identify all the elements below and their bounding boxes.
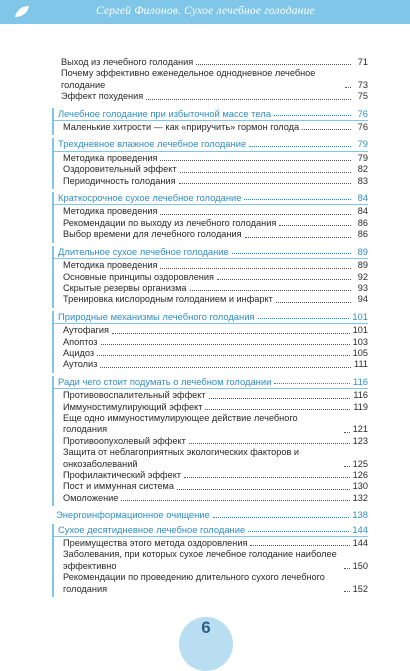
toc-page-number: 111 [354, 359, 368, 370]
dot-leader [344, 568, 350, 569]
dot-leader [244, 199, 351, 200]
section-entries [54, 389, 368, 506]
toc-page-number: 73 [357, 79, 368, 90]
section-heading-title: Краткосрочное сухое лечебное голодание [58, 192, 242, 204]
dot-leader [245, 237, 351, 238]
toc-page-number: 103 [352, 336, 368, 347]
toc-entry [63, 572, 368, 595]
dot-leader [112, 333, 350, 334]
section-heading-title: Трехдневное влажное лечебное голодание [58, 138, 247, 150]
dot-leader [179, 183, 351, 184]
toc-page-number: 82 [357, 164, 368, 175]
dot-leader [190, 290, 351, 291]
toc-entry [63, 153, 368, 164]
dot-leader [232, 253, 351, 254]
toc-entry-title: Ацидоз [63, 347, 95, 358]
toc-entry [63, 402, 368, 413]
toc-page-number: 83 [357, 175, 368, 186]
toc-entry-title: Противоопухолевый эффект [63, 435, 186, 446]
toc-entry-title: Рекомендации по проведению длительного сухого лечебного голодания [63, 572, 325, 594]
section-heading-title: Природные механизмы лечебного голодания [58, 310, 255, 322]
dot-leader [205, 409, 350, 410]
toc-entry-title: Методика проведения [63, 260, 158, 271]
toc-entry [63, 549, 368, 572]
section-heading [54, 376, 368, 389]
toc-entry-title: Противовоспалительный эффект [63, 390, 206, 401]
toc-entry-title: Иммуностимулирующий эффект [63, 401, 203, 412]
toc-section [52, 246, 368, 308]
toc-page-number: 76 [357, 107, 368, 119]
toc-section [52, 509, 368, 520]
toc-page-number: 121 [352, 424, 368, 435]
dot-leader [302, 129, 351, 130]
toc-entry [63, 348, 368, 359]
toc-section [52, 311, 368, 373]
toc-page-number: 76 [357, 122, 368, 133]
toc-page-number: 101 [352, 310, 368, 322]
toc-page-number: 93 [357, 282, 368, 293]
toc-entry-title: Омоложение [63, 492, 119, 503]
dot-leader [249, 146, 351, 147]
toc-entry [63, 229, 368, 240]
dot-leader [160, 214, 351, 215]
dot-leader [160, 268, 351, 269]
toc-entry [63, 294, 368, 305]
dot-leader [250, 545, 349, 546]
toc-entry [61, 57, 368, 68]
dot-leader [274, 383, 350, 384]
toc-page-number: 86 [357, 229, 368, 240]
dot-leader [258, 318, 350, 319]
dot-leader [177, 489, 350, 490]
toc-entry-title: Апоптоз [63, 336, 98, 347]
section-heading [54, 108, 368, 121]
toc-page-number: 101 [352, 325, 368, 336]
toc-entry-title: Рекомендации по выходу из лечебного голодания [63, 217, 277, 228]
toc-section [52, 376, 368, 506]
toc-section [52, 524, 368, 597]
section-heading [54, 138, 368, 151]
dot-leader [213, 517, 350, 518]
section-heading [54, 524, 368, 537]
leaf-icon [14, 5, 30, 18]
section-heading [54, 192, 368, 205]
toc-page-number: 119 [353, 401, 368, 412]
toc-page-number: 116 [353, 390, 368, 401]
dot-leader [248, 531, 349, 532]
toc-entry [63, 390, 368, 401]
toc-entry [63, 481, 368, 492]
toc-entry [63, 260, 368, 271]
toc-entry-title: Выход из лечебного голодания [61, 57, 194, 67]
dot-leader [276, 302, 351, 303]
running-header-title: Сергей Филонов. Сухое лечебное голодание [96, 5, 315, 17]
dot-leader [344, 432, 350, 433]
toc-entry-title: Оздоровительный эффект [63, 164, 177, 175]
dot-leader [184, 477, 350, 478]
section-heading [54, 246, 368, 259]
toc-page-number: 75 [357, 91, 368, 102]
dot-leader [146, 99, 351, 100]
toc-entry [63, 206, 368, 217]
toc-entry-title: Заболевания, при которых сухое лечебное голодание наиболее эффективно [63, 549, 337, 571]
toc-entry [63, 272, 368, 283]
toc-entry-title: Пост и иммунная система [63, 481, 174, 492]
toc-page-number: 105 [352, 347, 368, 358]
page-number: 6 [201, 618, 211, 637]
toc-entry [63, 283, 368, 294]
toc-entry [63, 164, 368, 175]
toc-page-number: 123 [352, 435, 368, 446]
toc-entry [63, 436, 368, 447]
toc-page-number: 79 [357, 152, 368, 163]
dot-leader [209, 398, 351, 399]
toc-entry [63, 359, 368, 370]
toc-entry [63, 413, 368, 436]
toc-entry-title: Выбор времени для лечебного голодания [63, 229, 242, 240]
toc-entry-title: Скрытые резервы организма [63, 282, 187, 293]
toc-entry [63, 538, 368, 549]
dot-leader [100, 367, 351, 368]
toc-page-number: 150 [352, 560, 368, 571]
toc-entry-title: Аутофагия [63, 325, 109, 336]
toc-entry [63, 337, 368, 348]
toc-section [52, 138, 368, 189]
dot-leader [189, 443, 350, 444]
toc-entry-title: Профилактический эффект [63, 470, 182, 480]
toc-page-number: 84 [357, 192, 368, 204]
toc-entry-title: Тренировка кислородным голоданием и инфаркт [63, 294, 273, 305]
toc-entry [63, 493, 368, 504]
dot-leader [101, 344, 350, 345]
toc-page-number: 132 [352, 492, 368, 503]
section-entries [54, 259, 368, 308]
section-heading-title: Сухое десятидневное лечебное голодание [58, 523, 246, 535]
section-heading-title: Длительное сухое лечебное голодание [58, 245, 229, 257]
section-entries [54, 121, 368, 135]
section-heading-title: Ради чего стоит подумать о лечебном голодании [58, 375, 272, 387]
toc-entry-title: Еще одно иммуностимулирующее действие лечебного голодания [63, 412, 298, 435]
toc-entry [63, 447, 368, 470]
toc-page-number: 126 [352, 470, 368, 480]
dot-leader [196, 64, 351, 65]
dot-leader [97, 355, 350, 356]
toc-page-number: 84 [357, 206, 368, 217]
toc-page-number: 130 [352, 481, 368, 492]
toc-entry [61, 91, 368, 102]
toc-entry [63, 176, 368, 187]
dot-leader [279, 225, 351, 226]
toc-page-number: 92 [357, 271, 368, 282]
toc-page-number: 71 [357, 57, 368, 67]
toc-page-number: 125 [352, 458, 368, 469]
toc-entry-title: Маленькие хитрости — как «приручить» гормон голода [63, 122, 300, 133]
toc-page-number: 138 [352, 509, 368, 521]
toc-entry-title: Методика проведения [63, 206, 158, 217]
toc-page-number: 152 [352, 583, 368, 594]
section-entries [54, 152, 368, 189]
dot-leader [217, 279, 351, 280]
toc-page-number: 144 [352, 523, 368, 535]
section-heading-title: Лечебное голодание при избыточной массе тела [58, 107, 271, 119]
toc-entry-title: Аутолиз [63, 359, 98, 370]
toc-entry [63, 325, 368, 336]
toc-page-number: 116 [353, 375, 368, 387]
toc-entry-title: Эффект похудения [61, 91, 144, 102]
toc-page-number: 89 [357, 245, 368, 257]
dot-leader [345, 87, 351, 88]
dot-leader [121, 500, 349, 501]
section-heading [54, 311, 368, 324]
section-entries [54, 324, 368, 373]
toc-entry [61, 68, 368, 91]
toc-entry-title: Почему эффективно еженедельное однодневное лечебное голодание [61, 68, 316, 90]
section-heading-title: Энергоинформационное очищение [56, 509, 210, 521]
dot-leader [344, 591, 350, 592]
intro-entries [52, 56, 368, 105]
toc-entry-title: Основные принципы оздоровления [63, 271, 214, 282]
toc-page-number: 94 [357, 294, 368, 305]
header-band [0, 0, 410, 24]
toc-entry [63, 122, 368, 133]
dot-leader [344, 466, 350, 467]
section-heading [52, 509, 368, 520]
toc-entry-title: Периодичность голодания [63, 175, 176, 186]
dot-leader [160, 160, 351, 161]
dot-leader [180, 172, 351, 173]
toc-entry-title: Методика проведения [63, 152, 158, 163]
toc-entry [63, 218, 368, 229]
toc-entry-title: Преимущества этого метода оздоровления [63, 538, 248, 549]
toc-section [52, 192, 368, 243]
toc-page-number: 89 [357, 260, 368, 271]
table-of-contents [52, 56, 368, 597]
toc-entry [63, 470, 368, 481]
toc-page-number: 86 [357, 217, 368, 228]
section-entries [54, 537, 368, 597]
toc-page-number: 144 [352, 538, 368, 549]
toc-entry-title: Защита от неблагоприятных экологических факторов и онкозаболеваний [63, 447, 300, 469]
dot-leader [274, 115, 351, 116]
toc-page-number: 79 [357, 138, 368, 150]
section-entries [54, 205, 368, 242]
toc-section [52, 108, 368, 136]
